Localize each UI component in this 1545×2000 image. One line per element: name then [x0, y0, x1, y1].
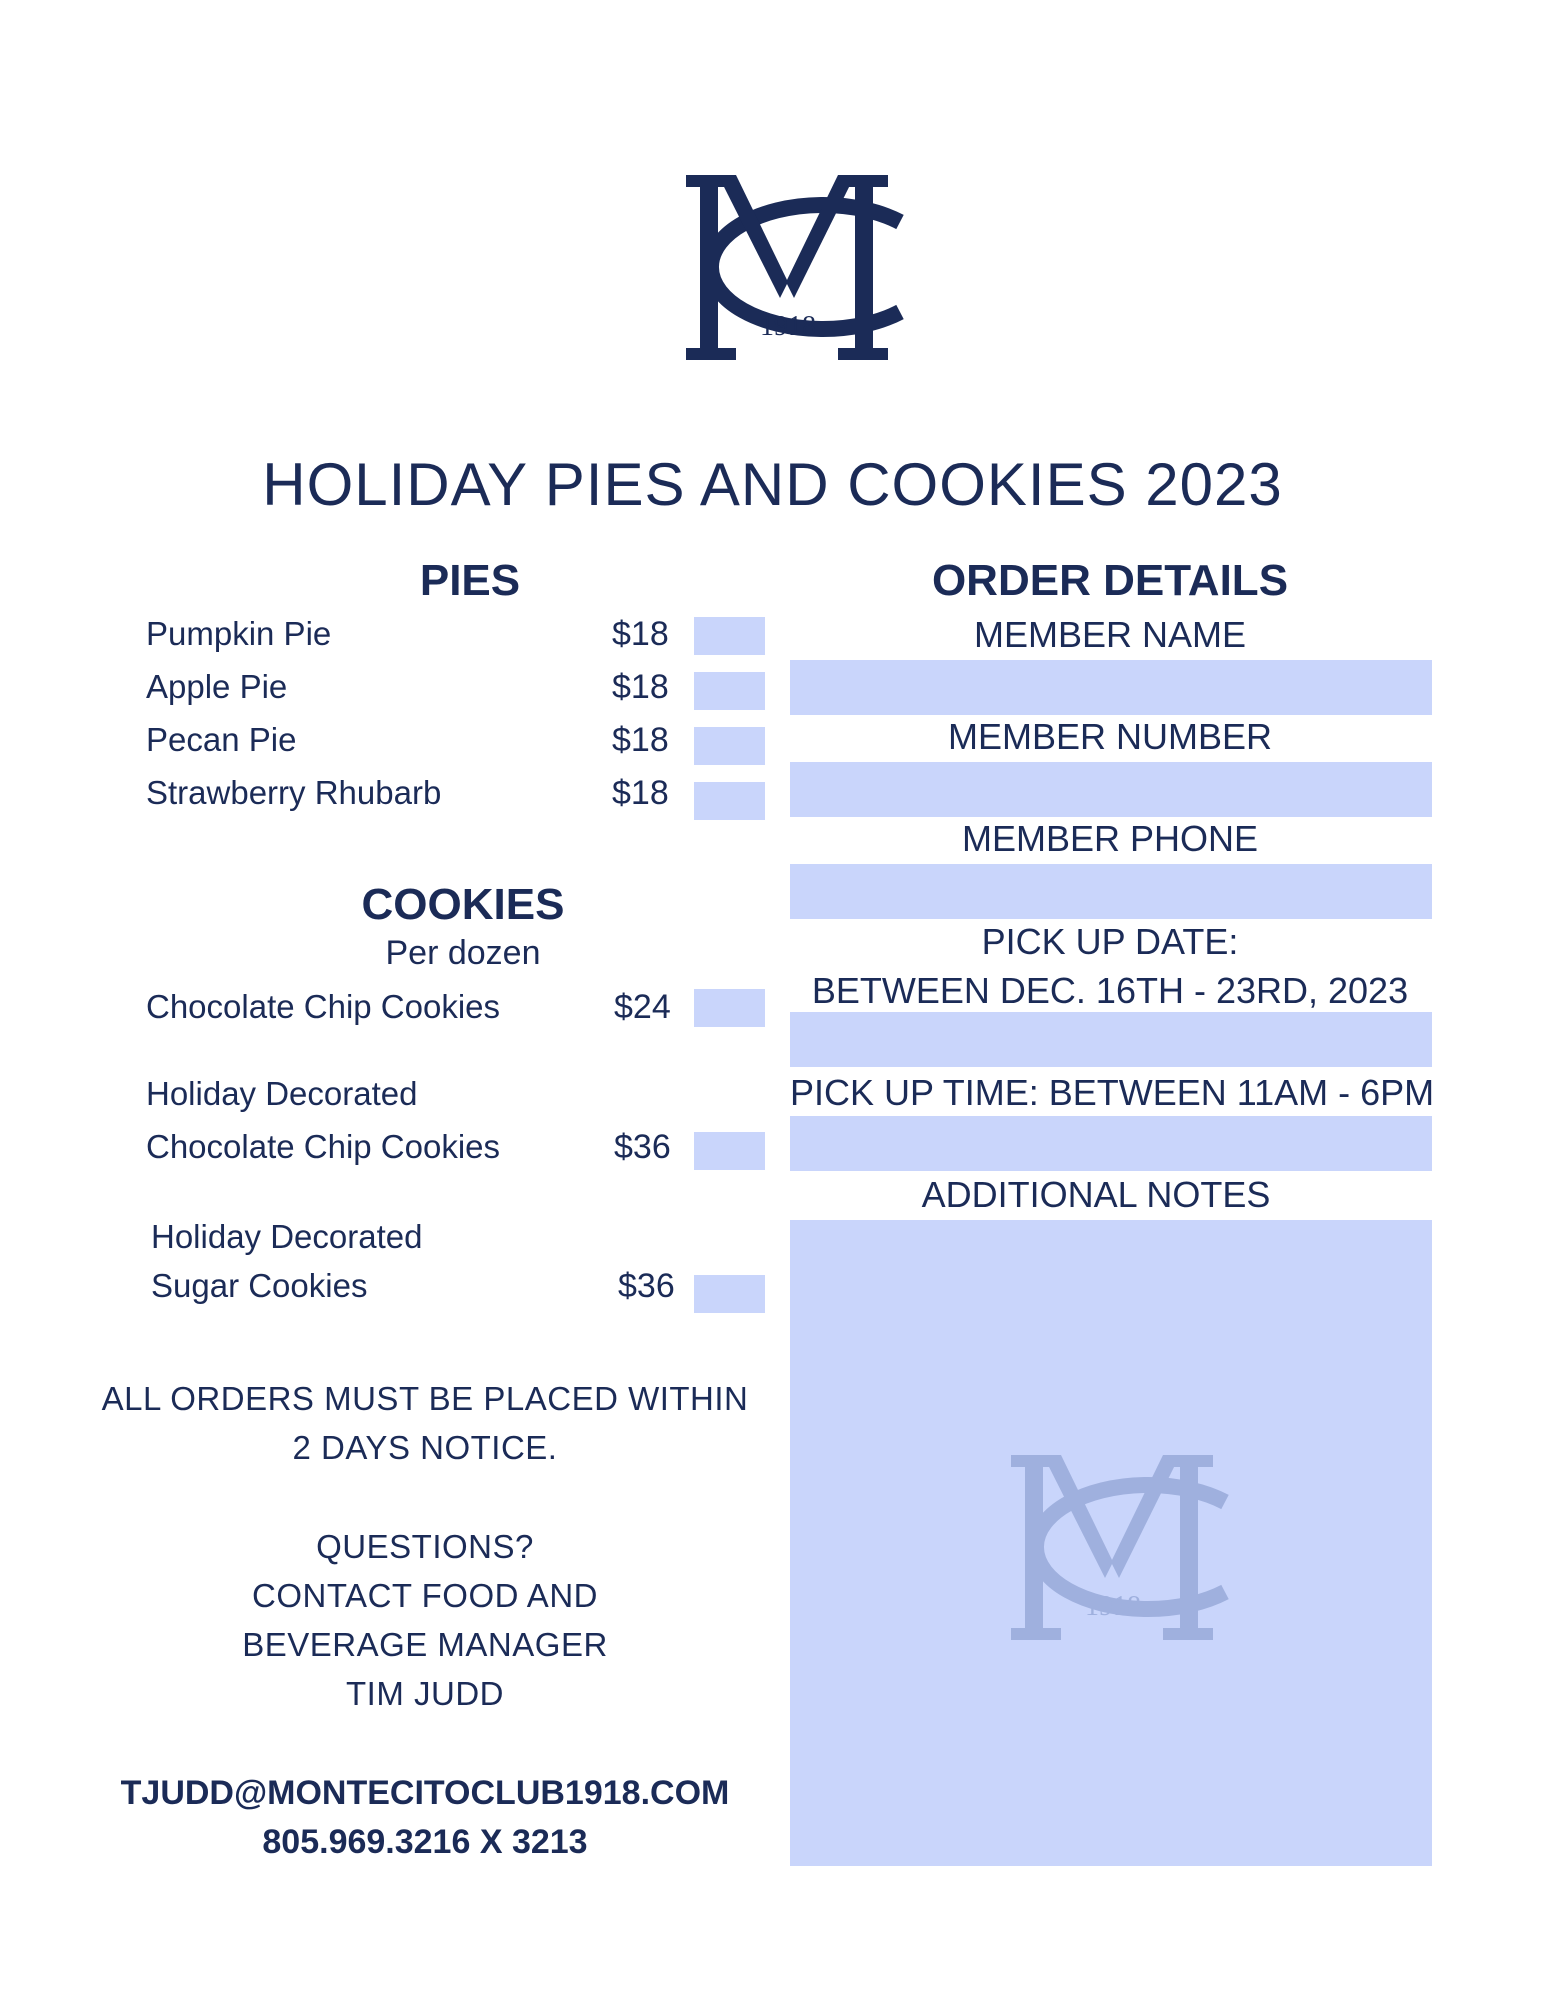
member-phone-field[interactable] — [790, 864, 1432, 919]
cookie-name: Chocolate Chip Cookies — [146, 988, 501, 1025]
pie-price: $18 — [612, 774, 669, 812]
cookies-subheading: Per dozen — [385, 934, 541, 972]
member-number-label: MEMBER NUMBER — [947, 716, 1273, 757]
questions-line4: TIM JUDD — [346, 1675, 504, 1712]
contact-email[interactable]: TJUDD@MONTECITOCLUB1918.COM — [120, 1774, 730, 1812]
pie-price: $18 — [612, 615, 669, 653]
order-notice-line1: ALL ORDERS MUST BE PLACED WITHIN — [101, 1380, 749, 1417]
cookie-price: $36 — [614, 1128, 671, 1166]
member-name-field[interactable] — [790, 660, 1432, 715]
cookies-heading: COOKIES — [361, 880, 565, 929]
questions-line1: QUESTIONS? — [316, 1528, 534, 1565]
pie-name: Pecan Pie — [146, 721, 297, 758]
pickup-date-range: BETWEEN DEC. 16TH - 23RD, 2023 — [811, 970, 1409, 1011]
pies-heading: PIES — [419, 556, 521, 605]
cookie-name-line2: Chocolate Chip Cookies — [146, 1128, 501, 1165]
cookie-name-line1: Holiday Decorated — [151, 1218, 423, 1255]
contact-phone: 805.969.3216 X 3213 — [262, 1823, 588, 1861]
cookie-price: $36 — [618, 1267, 675, 1305]
pie-name: Pumpkin Pie — [146, 615, 332, 652]
pie-price: $18 — [612, 668, 669, 706]
pickup-time-field[interactable] — [790, 1116, 1432, 1171]
cookie-name-line1: Holiday Decorated — [146, 1075, 418, 1112]
apple-pie-quantity-field[interactable] — [694, 672, 765, 710]
member-number-field[interactable] — [790, 762, 1432, 817]
pie-name: Strawberry Rhubarb — [146, 774, 442, 811]
pickup-time-label: PICK UP TIME: BETWEEN 11AM - 6PM — [790, 1072, 1435, 1113]
pickup-date-field[interactable] — [790, 1012, 1432, 1067]
member-phone-label: MEMBER PHONE — [961, 818, 1259, 859]
order-details-heading: ORDER DETAILS — [931, 556, 1289, 605]
questions-line2: CONTACT FOOD AND — [252, 1577, 598, 1614]
chocolate-chip-cookies-quantity-field[interactable] — [694, 989, 765, 1027]
strawberry-rhubarb-quantity-field[interactable] — [694, 782, 765, 820]
pie-name: Apple Pie — [146, 668, 288, 705]
holiday-chocolate-chip-quantity-field[interactable] — [694, 1132, 765, 1170]
questions-line3: BEVERAGE MANAGER — [242, 1626, 608, 1663]
order-notice-line2: 2 DAYS NOTICE. — [292, 1429, 558, 1466]
member-name-label: MEMBER NAME — [973, 614, 1247, 655]
pickup-date-label: PICK UP DATE: — [981, 921, 1239, 962]
holiday-sugar-cookies-quantity-field[interactable] — [694, 1275, 765, 1313]
pumpkin-pie-quantity-field[interactable] — [694, 617, 765, 655]
logo-year: 1918 — [760, 311, 816, 342]
watermark-logo — [995, 1450, 1230, 1645]
pie-price: $18 — [612, 721, 669, 759]
watermark-year: 1918 — [1085, 1591, 1141, 1622]
page-title: HOLIDAY PIES AND COOKIES 2023 — [262, 451, 1283, 518]
cookie-name-line2: Sugar Cookies — [151, 1267, 368, 1304]
club-logo — [670, 170, 905, 365]
cookie-price: $24 — [614, 988, 671, 1026]
additional-notes-label: ADDITIONAL NOTES — [921, 1174, 1271, 1215]
pecan-pie-quantity-field[interactable] — [694, 727, 765, 765]
